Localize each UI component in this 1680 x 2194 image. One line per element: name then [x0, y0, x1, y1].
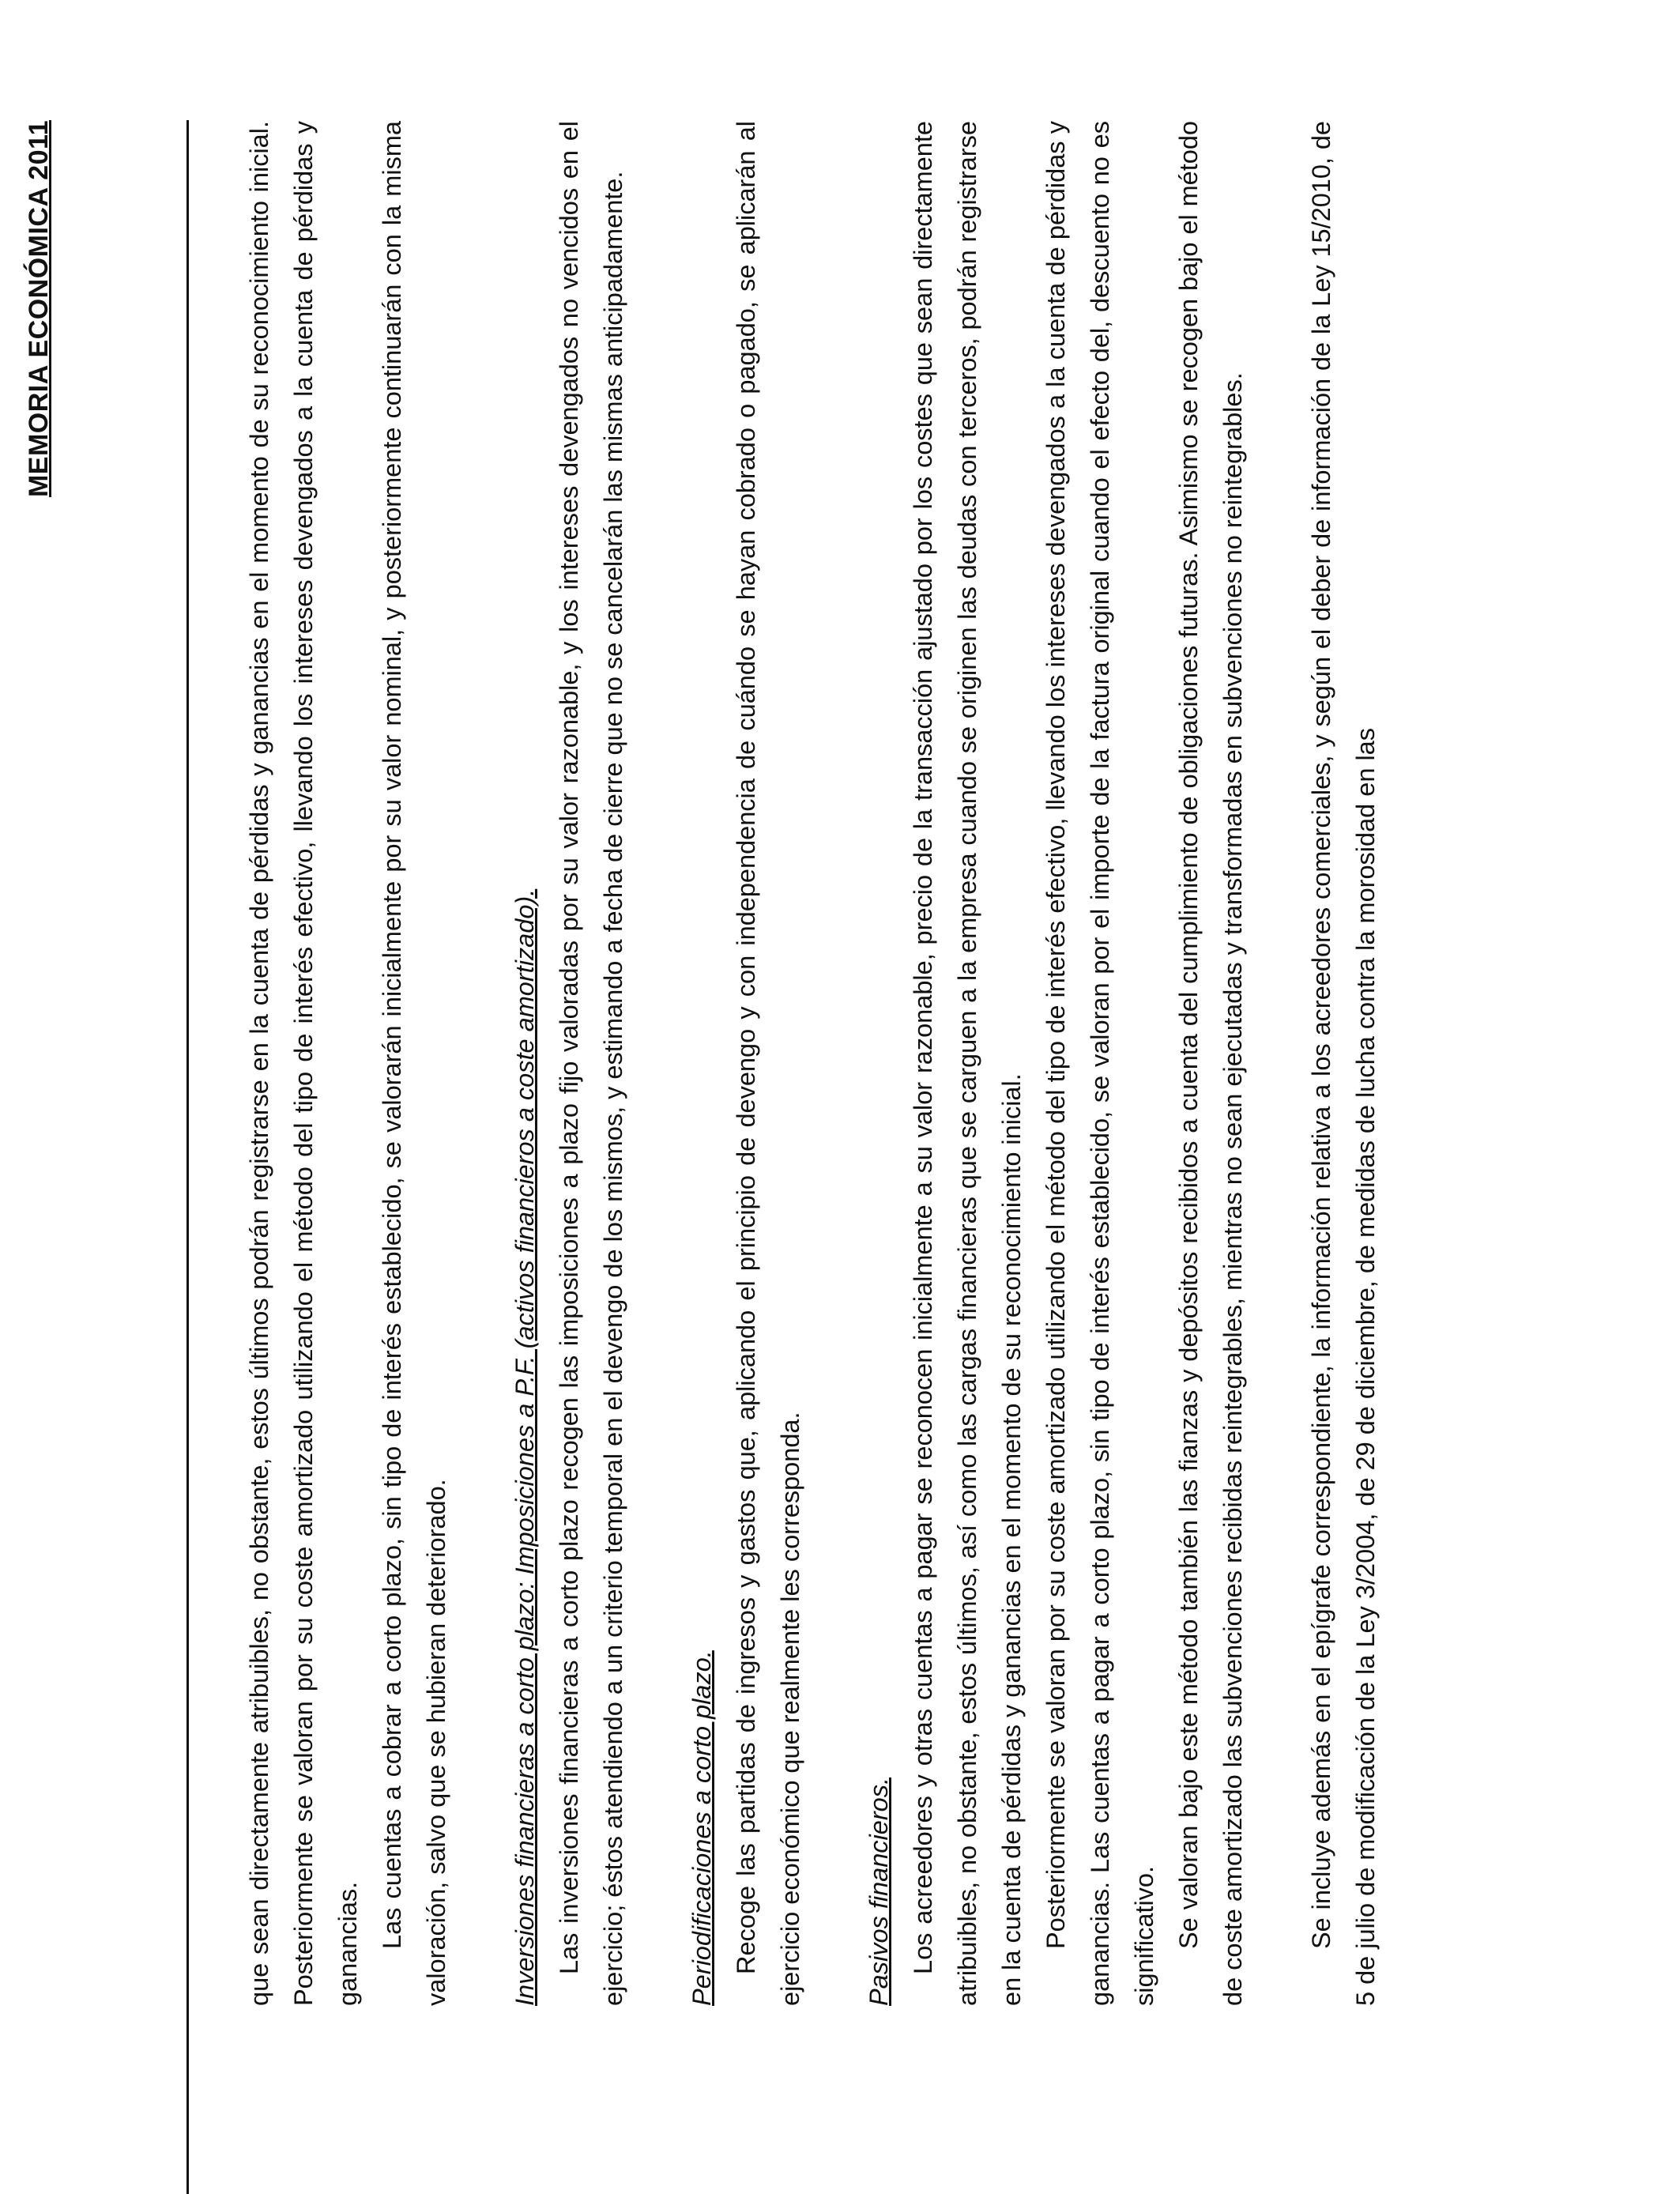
- heading-financial-liabilities: Pasivos financieros.: [864, 1777, 893, 2006]
- heading-accruals: Periodificaciones a corto plazo.: [687, 1650, 716, 2006]
- spacer: [635, 121, 680, 2006]
- spacer: [812, 121, 857, 2006]
- paragraph-amortized-cost: Posteriormente se valoran por su coste amortizado utilizando el método del tipo de interés efectivo, llevando los intereses devengados a la cuenta de pérdidas y ganancias. Las cuentas a pagar a corto plazo, sin tipo de interés establecido, se valoran por el importe de la factura original cuando el efecto del, descuento no es significativo.: [1042, 121, 1158, 2006]
- page-header-title: MEMORIA ECONÓMICA 2011: [24, 120, 54, 498]
- paragraph-trade-creditors-info: Se incluye además en el epígrafe correspondiente, la información relativa a los acreedores comerciales, y según el deber de información de la Ley 15/2010, de 5 de julio de modificación de la Ley 3/2004, de 29 de diciembre, de medidas de lucha contra la morosidad en las: [1307, 121, 1380, 2006]
- spacer: [458, 121, 503, 2006]
- paragraph-financial-liabilities: Los acreedores y otras cuentas a pagar se reconocen inicialmente a su valor razonable, precio de la transacción ajustado por los costes que sean directamente atribuibles, no obstante, estos últimos, así como las cargas financieras que se carguen a la empresa cuando se originen las deudas con terceros, podrán registrarse en la cuenta de pérdidas y ganancias en el momento de su reconocimiento inicial.: [909, 121, 1026, 2006]
- paragraph-accruals: Recoge las partidas de ingresos y gastos que, aplicando el principio de devengo y con independencia de cuándo se hayan cobrado o pagado, se aplicarán al ejercicio económico que realmente les corresponda.: [732, 121, 804, 2006]
- paragraph-deposits-subsidies: Se valoran bajo este método también las fianzas y depósitos recibidos a cuenta del cumplimiento de obligaciones futuras. Asimismo se recogen bajo el método de coste amortizado las subvenciones recibidas reintegrables, mientras no sean ejecutadas y transformadas en subvenciones no reintegrables.: [1174, 121, 1247, 2006]
- paragraph-accounts-receivable: Las cuentas a cobrar a corto plazo, sin tipo de interés establecido, se valorarán inicialmente por su valor nominal, y posteriormente continuarán con la misma valoración, salvo que se hubieran deteriorado.: [378, 121, 450, 2006]
- document-body: [237, 121, 1388, 2006]
- spacer: [1255, 121, 1299, 2006]
- paragraph-valuation-intro: que sean directamente atribuibles, no obstante, estos últimos podrán registrarse en la cuenta de pérdidas y ganancias en el momento de su reconocimiento inicial. Posteriormente se valoran por su coste amortizado utilizando el método del tipo de interés efectivo, llevando los intereses devengados a la cuenta de pérdidas y ganancias.: [245, 121, 362, 2006]
- header-rule: [186, 120, 189, 2194]
- heading-short-term-investments: Inversiones financieras a corto plazo: Imposiciones a P.F. (activos financieros a coste amortizado).: [510, 888, 539, 2006]
- paragraph-short-term-investments: Las inversiones financieras a corto plazo recogen las imposiciones a plazo fijo valoradas por su valor razonable, y los intereses devengados no vencidos en el ejercicio; éstos atendiendo a un criterio temporal en el devengo de los mismos, y estimando a fecha de cierre que no se cancelarán las mismas anticipadamente.: [555, 121, 627, 2006]
